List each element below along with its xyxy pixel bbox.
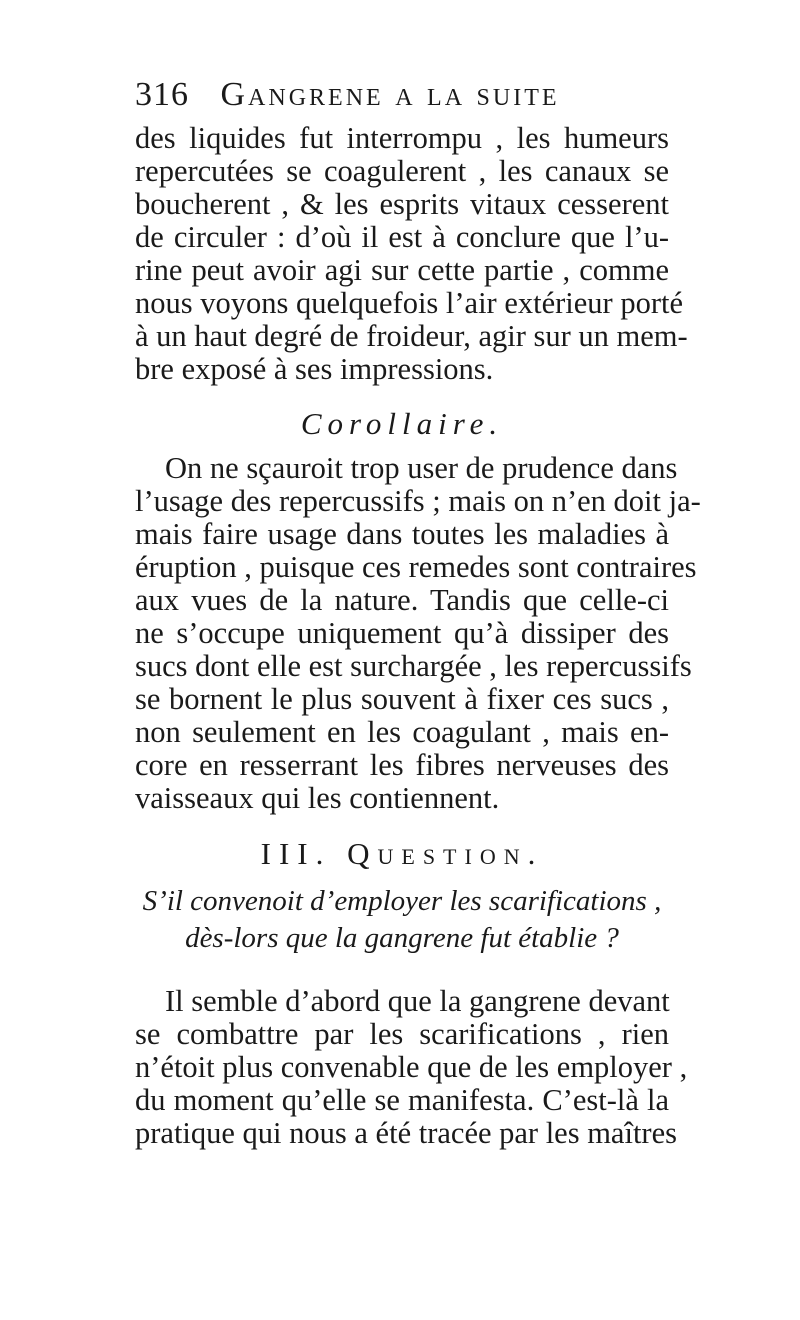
text-line: du moment qu’elle se manifesta. C’est-là la [135,1083,669,1117]
text-line: rine peut avoir agi sur cette partie , comme [135,253,669,287]
paragraph-2 [135,451,701,815]
question-text-line: S’il convenoit d’employer les scarifications , [142,885,662,917]
text-line: sucs dont elle est surchargée , les repercussifs [135,649,692,683]
text-line: aux vues de la nature. Tandis que celle-ci [135,583,669,617]
text-line: pratique qui nous a été tracée par les maîtres [135,1116,677,1150]
page-number: 316 [135,76,189,113]
text-line: mais faire usage dans toutes les maladies à [135,517,669,551]
text-line: n’étoit plus convenable que de les employer , [135,1050,688,1084]
corollaire-heading: Corollaire. [300,406,504,441]
text-line: ne s’occupe uniquement qu’à dissiper des [135,616,669,650]
running-title: Gangrene a la suite [220,76,560,113]
text-line: non seulement en les coagulant , mais en- [135,715,669,749]
text-line: éruption , puisque ces remedes sont contraires [135,550,697,584]
text-line: se combattre par les scarifications , rien [135,1017,669,1051]
paragraph-3 [135,984,688,1150]
text-line: bre exposé à ses impressions. [135,352,494,386]
text-line: Il semble d’abord que la gangrene devant [165,984,670,1018]
text-line: On ne sçauroit trop user de prudence dans [165,451,678,485]
text-line: boucherent , & les esprits vitaux cesserent [135,187,669,221]
text-line: repercutées se coagulerent , les canaux se [135,154,669,188]
text-line: à un haut degré de froideur, agir sur un mem- [135,319,688,353]
text-line: l’usage des repercussifs ; mais on n’en doit ja- [135,484,701,518]
text-line: core en resserrant les fibres nerveuses des [135,748,669,782]
text-line: des liquides fut interrompu , les humeurs [135,121,669,155]
text-line: nous voyons quelquefois l’air extérieur porté [135,286,684,320]
text-line: se bornent le plus souvent à fixer ces sucs , [135,682,669,716]
question-heading: III. Question. [260,836,544,871]
text-line: vaisseaux qui les contiennent. [135,781,500,815]
page-header [135,76,560,114]
paragraph-1 [135,121,688,386]
text-line: de circuler : d’où il est à conclure que l’u- [135,220,669,254]
question-text-line: dès-lors que la gangrene fut établie ? [185,922,619,954]
